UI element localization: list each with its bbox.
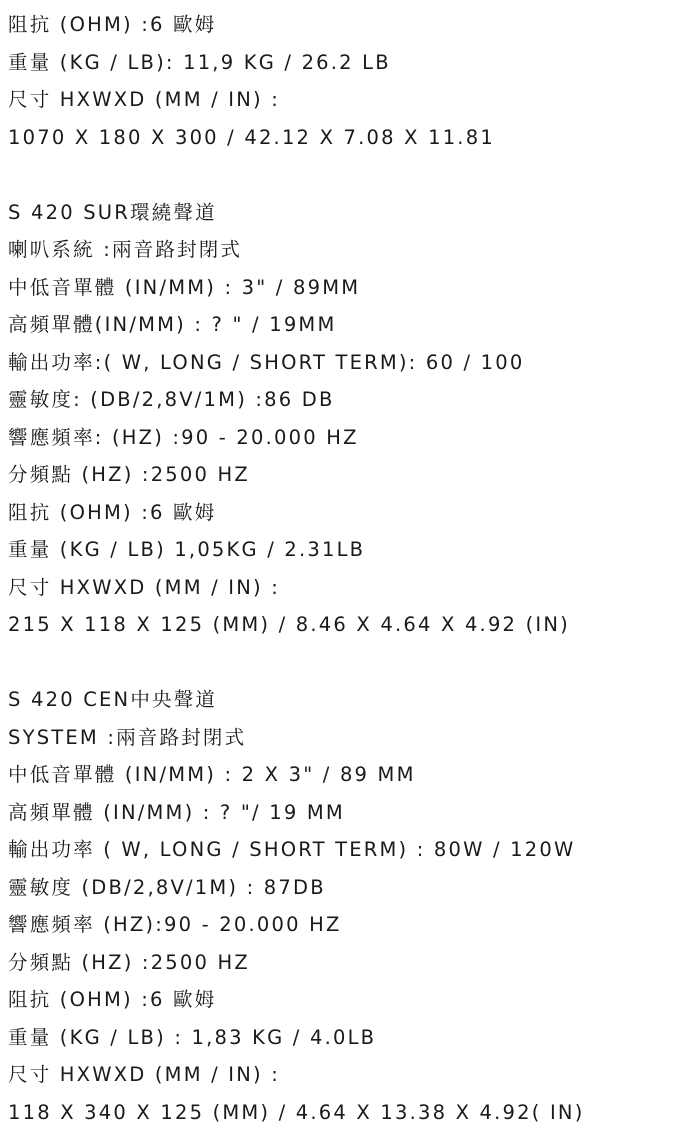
- spec-line: 重量 (KG / LB) 1,05KG / 2.31LB: [8, 538, 366, 561]
- spec-line: 高頻單體 (IN/MM) : ? "/ 19 MM: [8, 800, 345, 824]
- spec-line: 215 X 118 X 125 (MM) / 8.46 X 4.64 X 4.92 (IN): [8, 613, 570, 636]
- spec-line: 尺寸 HXWXD (MM / IN) :: [8, 1063, 281, 1086]
- spec-line: 靈敏度 (DB/2,8V/1M) : 87DB: [8, 875, 326, 899]
- spec-line: 靈敏度: (DB/2,8V/1M) :86 DB: [8, 388, 335, 411]
- spec-line: 重量 (KG / LB) : 1,83 KG / 4.0LB: [8, 1025, 377, 1049]
- spec-line: 118 X 340 X 125 (MM) / 4.64 X 13.38 X 4.92( IN): [8, 1100, 585, 1124]
- section-heading: S 420 CEN中央聲道: [8, 688, 218, 711]
- spec-line: 尺寸 HXWXD (MM / IN) :: [8, 88, 281, 111]
- spec-line: 1070 X 180 X 300 / 42.12 X 7.08 X 11.81: [8, 125, 495, 149]
- spec-section-surround: [8, 194, 700, 644]
- spec-line: 輸出功率 ( W, LONG / SHORT TERM) : 80W / 120W: [8, 838, 576, 861]
- spec-line: 阻抗 (OHM) :6 歐姆: [8, 988, 217, 1011]
- spec-line: 中低音單體 (IN/MM) : 2 X 3" / 89 MM: [8, 763, 416, 786]
- spec-section-center: [8, 681, 700, 1131]
- section-heading: S 420 SUR環繞聲道: [8, 200, 217, 224]
- spec-line: 分頻點 (HZ) :2500 HZ: [8, 950, 250, 974]
- spec-line: 尺寸 HXWXD (MM / IN) :: [8, 575, 281, 599]
- spec-line: 響應頻率: (HZ) :90 - 20.000 HZ: [8, 425, 359, 449]
- spec-line: 分頻點 (HZ) :2500 HZ: [8, 463, 250, 486]
- spec-line: SYSTEM :兩音路封閉式: [8, 725, 247, 749]
- spec-line: 響應頻率 (HZ):90 - 20.000 HZ: [8, 913, 342, 936]
- section-spacer: [8, 156, 700, 194]
- spec-line: 中低音單體 (IN/MM) : 3" / 89MM: [8, 275, 361, 299]
- spec-line: 阻抗 (OHM) :6 歐姆: [8, 13, 217, 36]
- section-spacer: [8, 644, 700, 682]
- spec-line: 重量 (KG / LB): 11,9 KG / 26.2 LB: [8, 50, 391, 74]
- spec-line: 喇叭系統 :兩音路封閉式: [8, 238, 243, 261]
- spec-line: 阻抗 (OHM) :6 歐姆: [8, 500, 217, 524]
- spec-line: 高頻單體(IN/MM) : ? " / 19MM: [8, 313, 337, 336]
- spec-line: 輸出功率:( W, LONG / SHORT TERM): 60 / 100: [8, 350, 525, 374]
- spec-section-main: [8, 6, 700, 156]
